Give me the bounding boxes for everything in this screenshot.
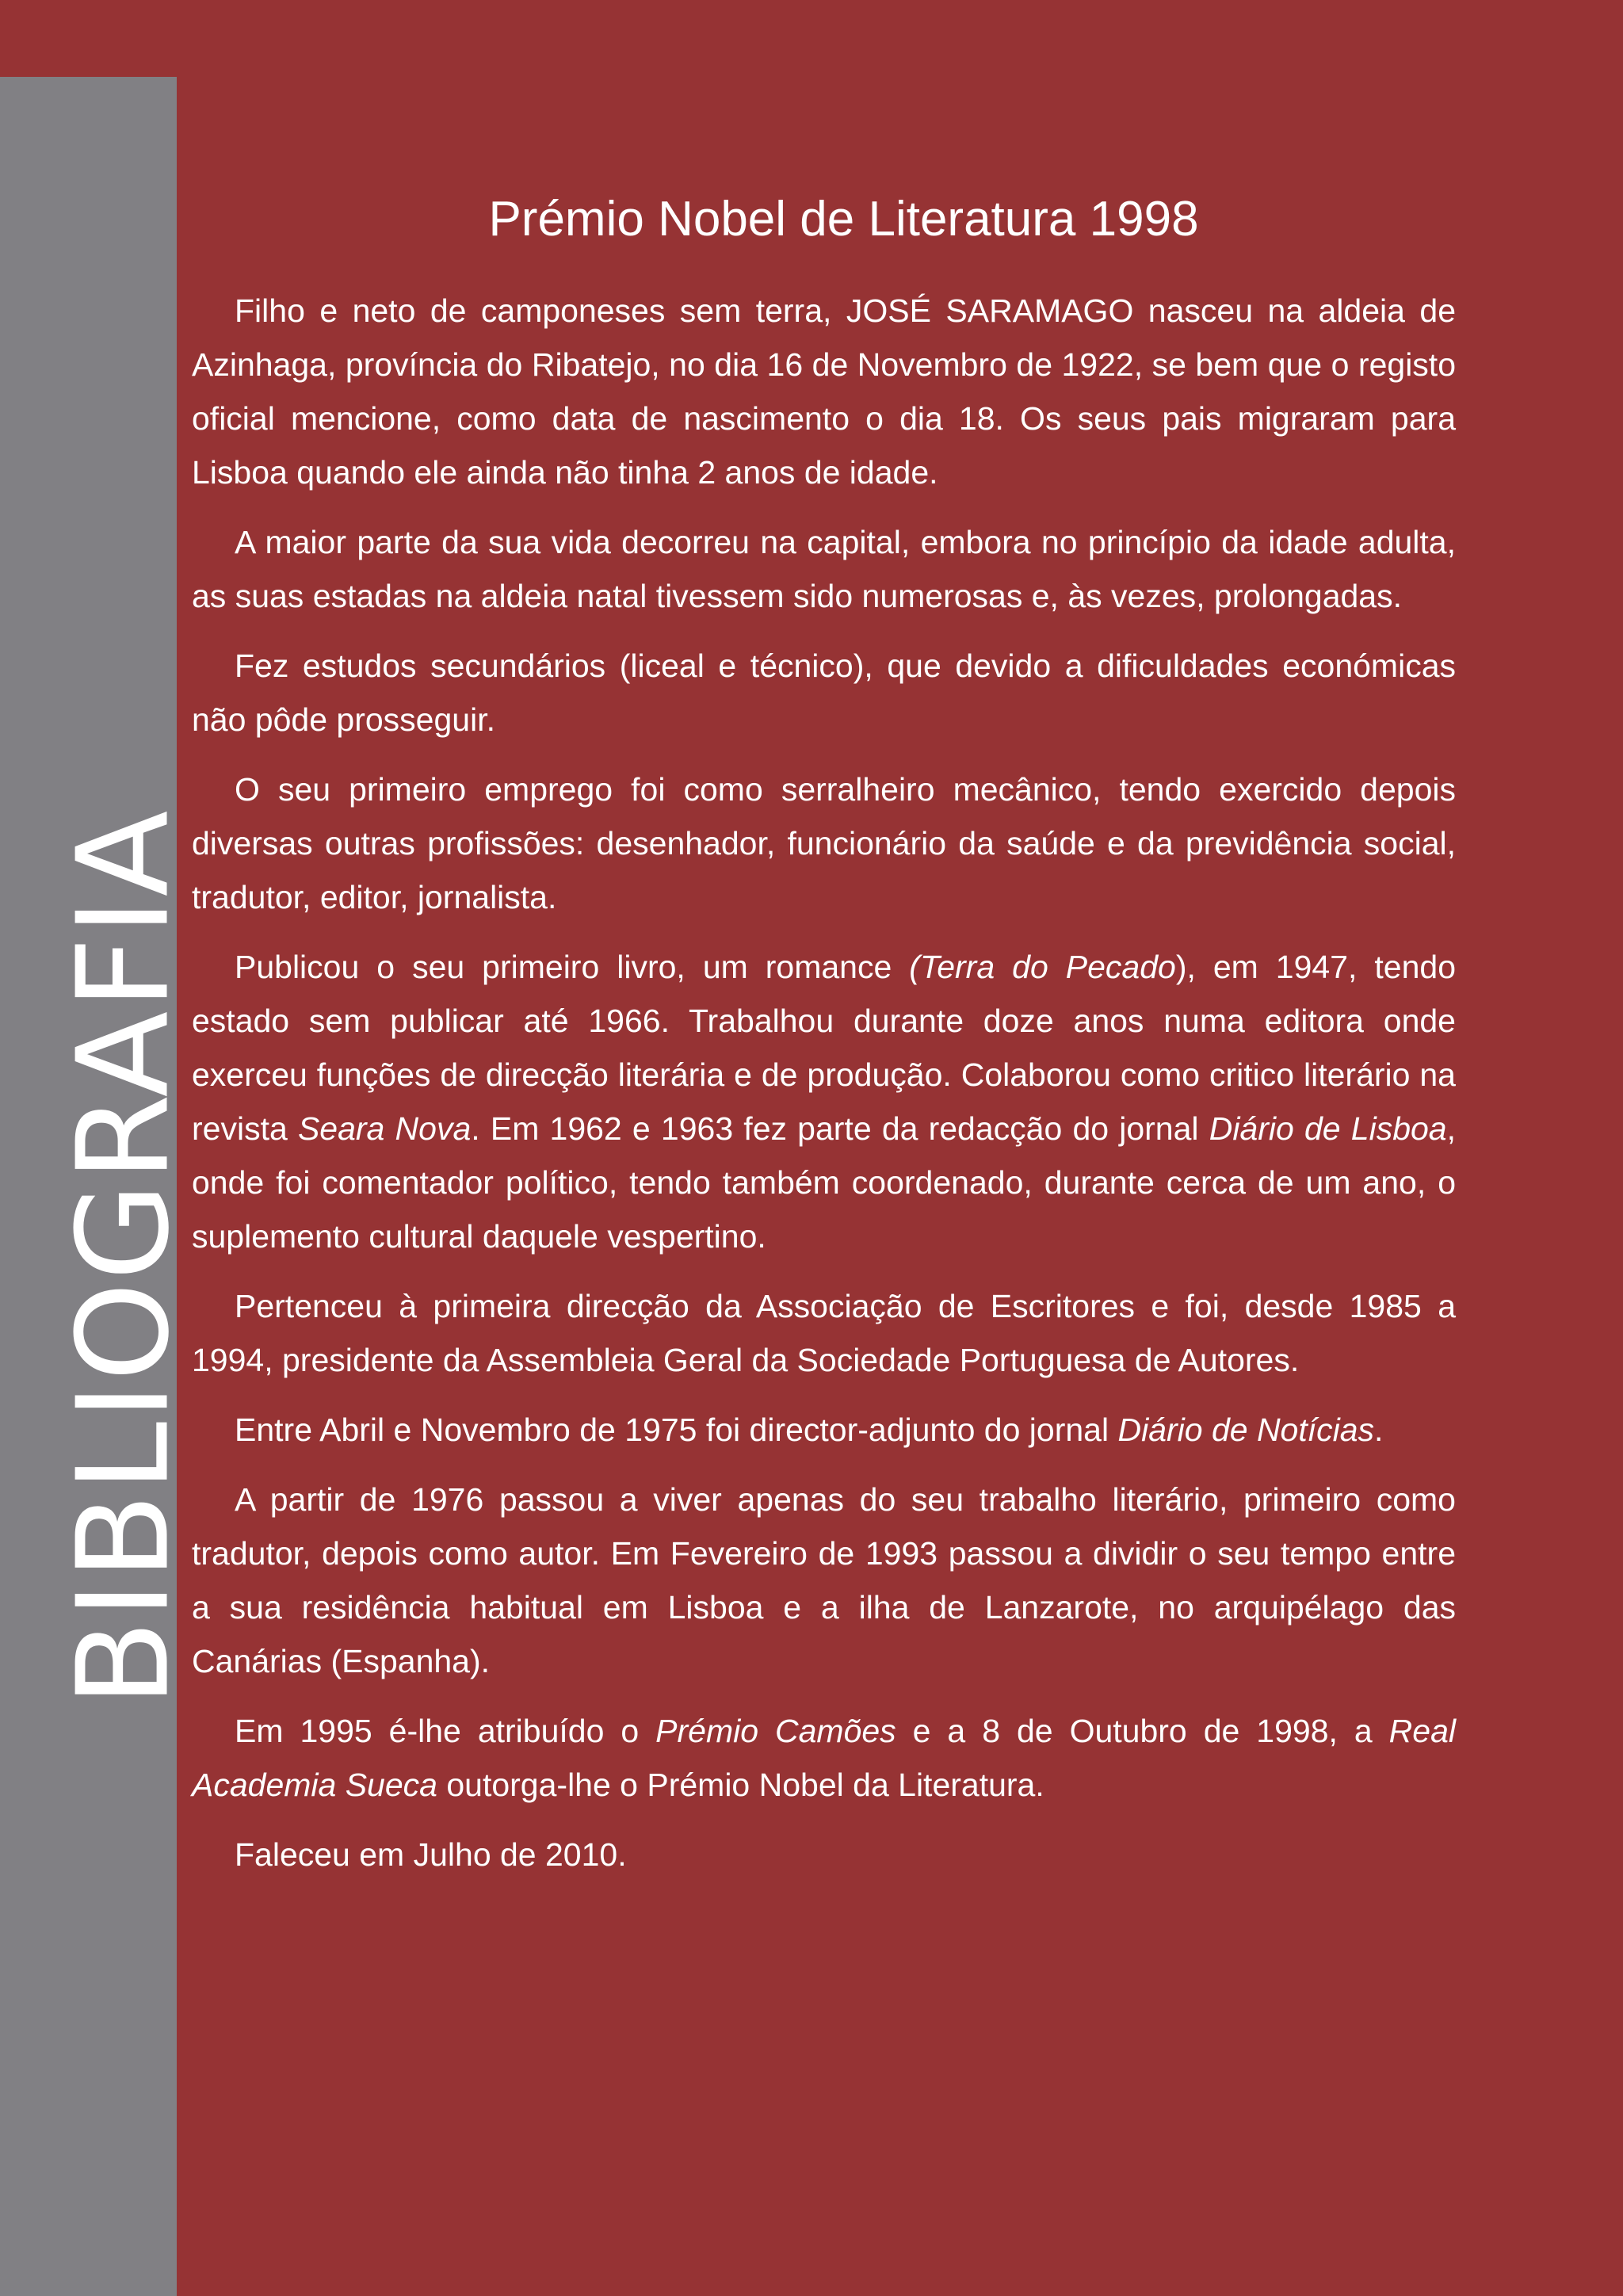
italic-text: Seara Nova	[297, 1110, 472, 1148]
paragraph	[192, 1279, 1456, 1387]
text-run: Faleceu em Julho de 2010.	[235, 1836, 627, 1874]
text-run: ), em 1947, tendo estado sem publicar até 1966. Trabalhou durante doze anos numa editora onde exerceu funções de direcção literária e de produção. Colaborou como critico literário na revista	[192, 949, 1457, 1148]
biography-content	[192, 190, 1456, 1897]
text-run: , onde foi comentador político, tendo também coordenado, durante cerca de um ano, o suplemento cultural daquele vespertino.	[192, 1110, 1457, 1255]
paragraph	[192, 1473, 1456, 1688]
text-run: A partir de 1976 passou a viver apenas do seu trabalho literário, primeiro como tradutor, depois como autor. Em Fevereiro de 1993 passou a dividir o seu tempo entre a sua residência habitual em Lisboa e a ilha de Lanzarote, no arquipélago das Canárias (Espanha).	[192, 1481, 1456, 1680]
biography-text	[192, 284, 1456, 1881]
paragraph	[192, 515, 1456, 623]
paragraph	[192, 1828, 1456, 1881]
paragraph	[192, 639, 1456, 747]
italic-text: Real Academia Sueca	[192, 1713, 1456, 1804]
paragraph	[192, 1403, 1456, 1457]
text-run: O seu primeiro emprego foi como serralheiro mecânico, tendo exercido depois diversas outras profissões: desenhador, funcionário da saúde e da previdência social, tradutor, editor, jornalista.	[192, 771, 1456, 916]
text-run: outorga-lhe o Prémio Nobel da Literatura.	[437, 1767, 1044, 1804]
paragraph	[192, 940, 1456, 1263]
italic-text: Prémio Camões	[655, 1713, 896, 1750]
text-run: . Em 1962 e 1963 fez parte da redacção do jornal	[471, 1110, 1209, 1148]
paragraph	[192, 762, 1456, 924]
text-run: A maior parte da sua vida decorreu na capital, embora no princípio da idade adulta, as suas estadas na aldeia natal tivessem sido numerosas e, às vezes, prolongadas.	[192, 524, 1456, 615]
italic-text: (Terra do Pecado	[909, 949, 1176, 986]
sidebar-section-label: BIBLIOGRAFIA	[50, 808, 197, 1707]
italic-text: Diário de Lisboa	[1209, 1110, 1447, 1148]
text-run: Pertenceu à primeira direcção da Associação de Escritores e foi, desde 1985 a 1994, presidente da Assembleia Geral da Sociedade Portuguesa de Autores.	[192, 1288, 1456, 1379]
paragraph	[192, 284, 1456, 499]
paragraph	[192, 1704, 1456, 1812]
text-run: Entre Abril e Novembro de 1975 foi director-adjunto do jornal	[235, 1412, 1118, 1449]
text-run: e a 8 de Outubro de 1998, a	[896, 1713, 1389, 1750]
text-run: Filho e neto de camponeses sem terra, JOSÉ SARAMAGO nasceu na aldeia de Azinhaga, província do Ribatejo, no dia 16 de Novembro de 1922, se bem que o registo oficial mencione, como data de nascimento o dia 18. Os seus pais migraram para Lisboa quando ele ainda não tinha 2 anos de idade.	[192, 292, 1456, 491]
text-run: .	[1374, 1412, 1384, 1449]
text-run: Fez estudos secundários (liceal e técnico), que devido a dificuldades económicas não pôde prosseguir.	[192, 648, 1456, 739]
sidebar-band	[0, 77, 197, 2296]
text-run: Publicou o seu primeiro livro, um romance	[235, 949, 910, 986]
text-run: Em 1995 é-lhe atribuído o	[235, 1713, 656, 1750]
page-title: Prémio Nobel de Literatura 1998	[488, 192, 1199, 246]
italic-text: Diário de Notícias	[1117, 1412, 1375, 1449]
